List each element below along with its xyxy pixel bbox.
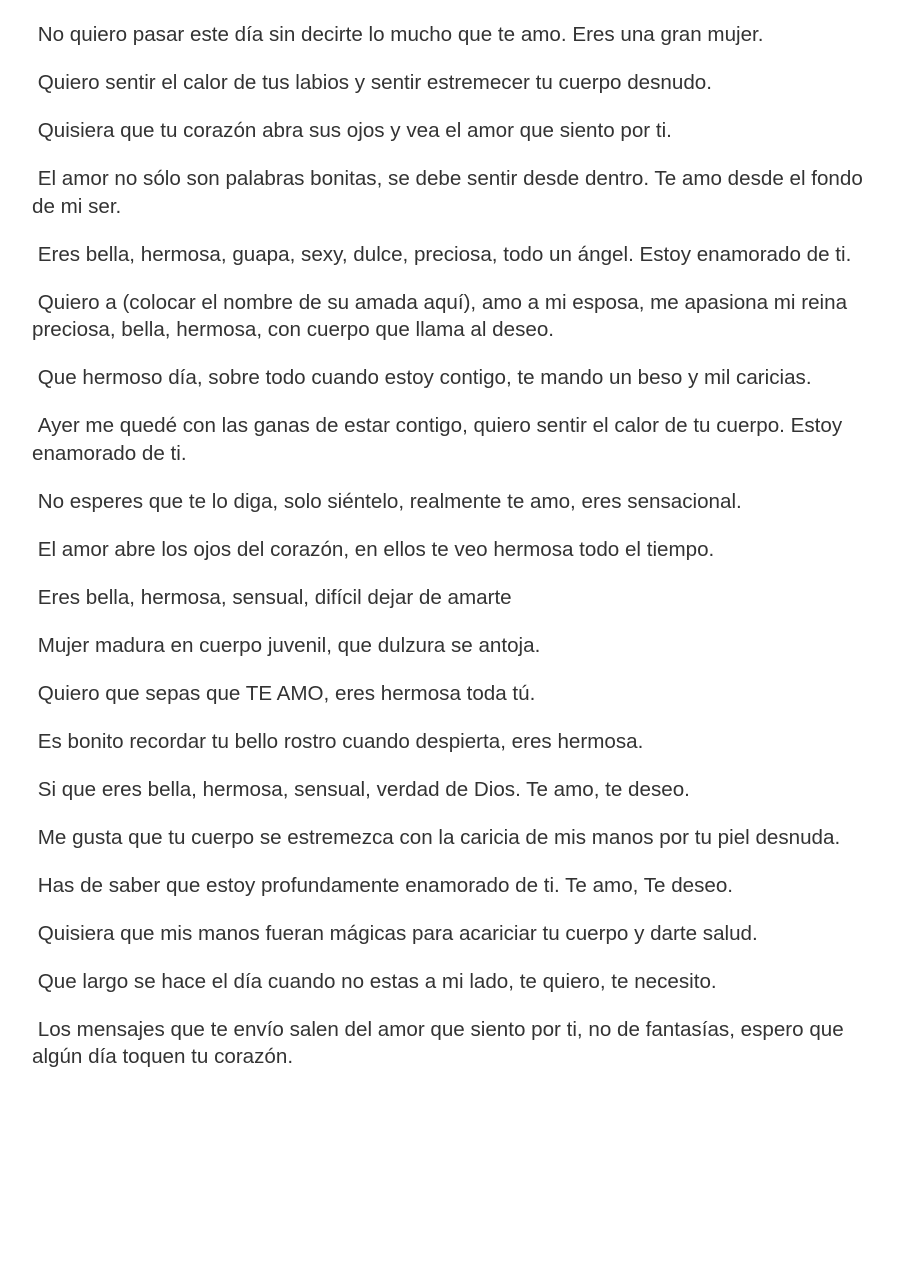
paragraph: Quiero sentir el calor de tus labios y sentir estremecer tu cuerpo desnudo.: [32, 71, 712, 94]
paragraph: Quiero a (colocar el nombre de su amada aquí), amo a mi esposa, me apasiona mi reina preciosa, bella, hermosa, con cuerpo que llama al deseo.: [32, 290, 853, 341]
paragraph: Eres bella, hermosa, guapa, sexy, dulce, preciosa, todo un ángel. Estoy enamorado de ti.: [32, 242, 852, 266]
paragraph: Eres bella, hermosa, sensual, difícil dejar de amarte: [32, 585, 512, 609]
paragraph: Ayer me quedé con las ganas de estar contigo, quiero sentir el calor de tu cuerpo. Estoy enamorado de ti.: [32, 414, 848, 465]
paragraph: El amor no sólo son palabras bonitas, se debe sentir desde dentro. Te amo desde el fondo de mi ser.: [32, 167, 869, 218]
paragraph: No esperes que te lo diga, solo siéntelo, realmente te amo, eres sensacional.: [32, 489, 742, 513]
paragraph: Los mensajes que te envío salen del amor que siento por ti, no de fantasías, espero que algún día toquen tu corazón.: [32, 1017, 850, 1068]
paragraph: Que largo se hace el día cuando no estas a mi lado, te quiero, te necesito.: [32, 969, 717, 993]
paragraph: Que hermoso día, sobre todo cuando estoy contigo, te mando un beso y mil caricias.: [32, 366, 812, 389]
paragraph: Me gusta que tu cuerpo se estremezca con la caricia de mis manos por tu piel desnuda.: [32, 825, 841, 849]
paragraph: No quiero pasar este día sin decirte lo mucho que te amo. Eres una gran mujer.: [32, 23, 764, 46]
paragraph: Quisiera que tu corazón abra sus ojos y vea el amor que siento por ti.: [32, 119, 672, 142]
paragraph: Has de saber que estoy profundamente enamorado de ti. Te amo, Te deseo.: [32, 873, 734, 897]
paragraph: Mujer madura en cuerpo juvenil, que dulzura se antoja.: [32, 633, 541, 657]
paragraph: El amor abre los ojos del corazón, en ellos te veo hermosa todo el tiempo.: [32, 537, 715, 561]
document-page: [32, 21, 877, 1091]
paragraph: Si que eres bella, hermosa, sensual, verdad de Dios. Te amo, te deseo.: [32, 777, 690, 801]
paragraph: Quiero que sepas que TE AMO, eres hermosa toda tú.: [32, 681, 536, 705]
paragraph: Quisiera que mis manos fueran mágicas para acariciar tu cuerpo y darte salud.: [32, 921, 758, 945]
paragraph: Es bonito recordar tu bello rostro cuando despierta, eres hermosa.: [32, 729, 644, 753]
